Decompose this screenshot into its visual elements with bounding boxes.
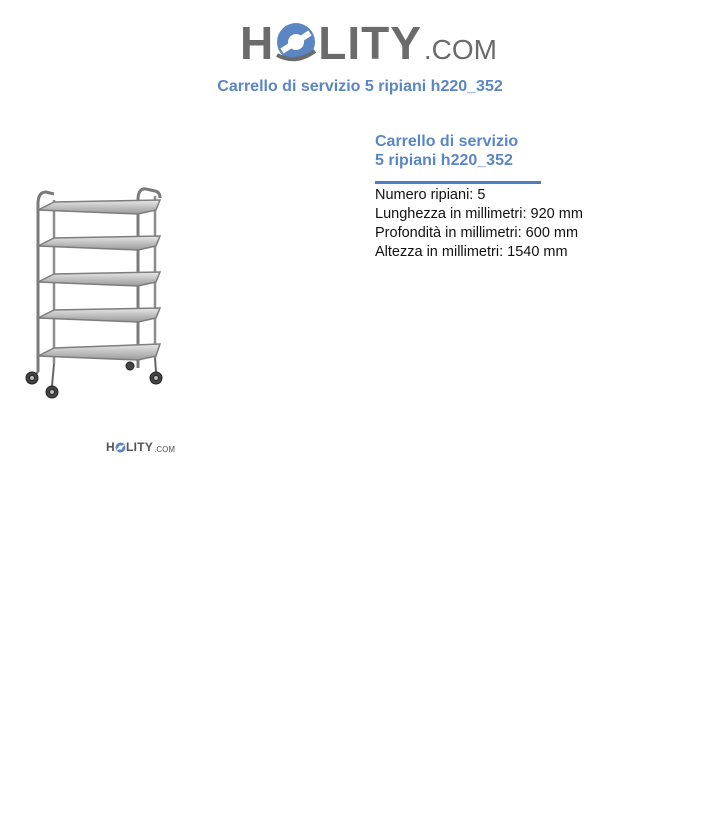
- brand-logo: [240, 12, 497, 68]
- logo-letter-h: H: [240, 17, 275, 69]
- spec-length: Lunghezza in millimetri: 920 mm: [375, 206, 583, 222]
- logo-letters-lity: LITY: [318, 17, 422, 69]
- product-heading: [375, 132, 575, 170]
- product-heading-line1: Carrello di servizio: [375, 133, 519, 150]
- small-logo-letters-lity: LITY: [125, 440, 154, 454]
- small-brand-logo: [106, 440, 175, 454]
- logo-o-icon: [275, 21, 317, 63]
- spec-depth: Profondità in millimetri: 600 mm: [375, 225, 579, 241]
- logo-domain: .COM: [423, 34, 498, 65]
- small-logo-domain: .COM: [154, 445, 176, 454]
- product-specs: [375, 186, 583, 262]
- product-heading-line2: 5 ripiani h220_352: [375, 152, 513, 169]
- trolley-image: [22, 186, 172, 402]
- small-logo-o-icon: [115, 442, 126, 453]
- spec-height: Altezza in millimetri: 1540 mm: [375, 244, 568, 260]
- heading-divider: [375, 181, 541, 184]
- page-title: Carrello di servizio 5 ripiani h220_352: [217, 78, 503, 95]
- spec-shelves: Numero ripiani: 5: [375, 187, 486, 203]
- small-logo-letter-h: H: [106, 440, 115, 454]
